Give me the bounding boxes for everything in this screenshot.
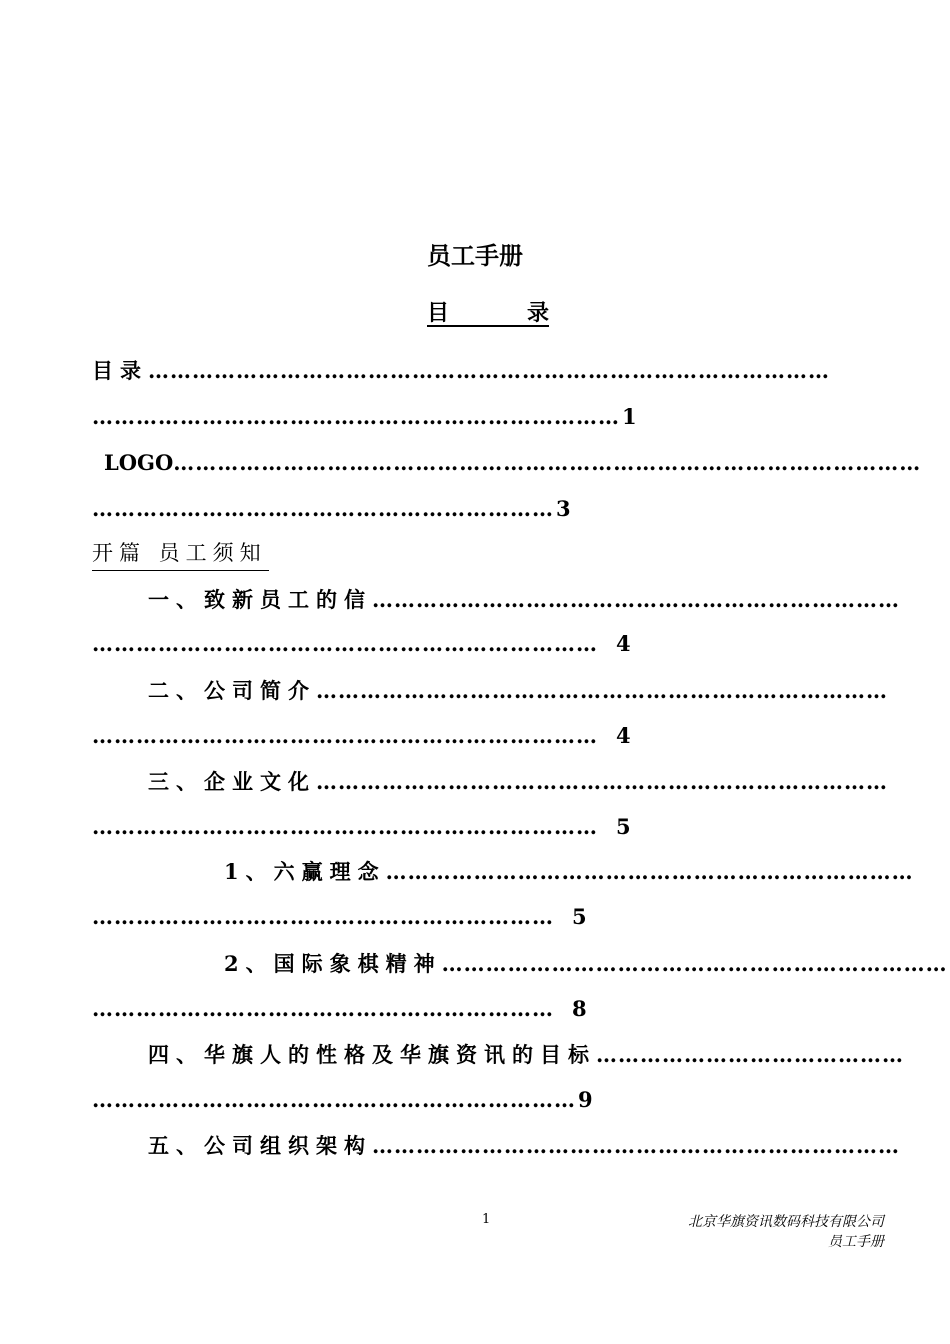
- toc-page-number: 4: [616, 723, 631, 748]
- toc-entry-label: 目录: [92, 358, 148, 383]
- toc-leader: ………………………………………………………………: [372, 1133, 900, 1158]
- toc-leader: ……………………………………………………………: [441, 951, 948, 976]
- document-title: 员工手册: [427, 242, 523, 270]
- footer-page-number: 1: [482, 1212, 491, 1227]
- toc-page-number: 3: [556, 496, 571, 521]
- toc-leader: ………………………………………………………………: [92, 404, 620, 429]
- toc-leader: ……………………………………………………………: [92, 814, 598, 839]
- toc-entry-label: LOGO: [104, 450, 174, 475]
- toc-entry-continuation: [92, 494, 877, 524]
- toc-entry[interactable]: [148, 1131, 900, 1161]
- toc-leader: ………………………………………………………………: [385, 859, 914, 884]
- toc-entry-label: 2、国际象棋精神: [224, 951, 442, 976]
- footer-document-name: 员工手册: [828, 1234, 884, 1250]
- toc-leader: …………………………………………………………………………………………: [173, 450, 922, 475]
- toc-leader: ……………………………………………………………: [92, 723, 598, 748]
- section-heading[interactable]: 开篇 员工须知: [92, 538, 269, 571]
- toc-entry-label: 1、六赢理念: [224, 859, 386, 884]
- toc-leader: …………………………………………………………………………………: [148, 358, 830, 383]
- toc-page-number: 5: [572, 904, 587, 929]
- toc-entry[interactable]: [148, 585, 900, 615]
- toc-leader: ………………………………………………………: [92, 496, 554, 521]
- toc-leader: ………………………………………………………………: [372, 587, 900, 612]
- toc-heading-right: 录: [526, 301, 549, 326]
- toc-entry-continuation: [92, 994, 877, 1024]
- toc-page-number: 4: [616, 631, 631, 656]
- toc-entry-label: 四、华旗人的性格及华旗资讯的目标: [148, 1042, 596, 1067]
- toc-entry-continuation: [92, 629, 877, 659]
- toc-entry[interactable]: [224, 857, 914, 887]
- toc-page-number: 9: [578, 1087, 593, 1112]
- toc-entry[interactable]: [148, 767, 888, 797]
- toc-entry-continuation: [92, 721, 877, 751]
- toc-leader: ……………………………………: [596, 1042, 904, 1067]
- toc-entry[interactable]: [224, 949, 948, 979]
- toc-page-number: 8: [572, 996, 587, 1021]
- toc-entry[interactable]: [92, 356, 877, 386]
- toc-entry-continuation: [92, 812, 877, 842]
- toc-entry-continuation: [92, 902, 877, 932]
- toc-entry-label: 三、企业文化: [148, 769, 316, 794]
- toc-entry-label: 二、公司简介: [148, 678, 316, 703]
- toc-entry-label: 一、致新员工的信: [148, 587, 372, 612]
- toc-heading: [427, 296, 549, 327]
- toc-entry-continuation: [92, 1085, 877, 1115]
- toc-leader: ……………………………………………………………: [92, 631, 598, 656]
- toc-page-number: 1: [622, 404, 637, 429]
- toc-leader: ………………………………………………………: [92, 996, 554, 1021]
- toc-leader: ……………………………………………………………………: [316, 769, 888, 794]
- footer-company-name: 北京华旗资讯数码科技有限公司: [688, 1214, 884, 1230]
- toc-leader: ……………………………………………………………………: [316, 678, 888, 703]
- footer-company: [688, 1212, 884, 1252]
- toc-entry-label: 五、公司组织架构: [148, 1133, 372, 1158]
- toc-entry[interactable]: [148, 676, 888, 706]
- toc-leader: ………………………………………………………: [92, 904, 554, 929]
- toc-entry-continuation: [92, 402, 877, 432]
- toc-heading-left: 目: [427, 301, 450, 326]
- toc-page-number: 5: [616, 814, 631, 839]
- toc-leader: …………………………………………………………: [92, 1087, 576, 1112]
- toc-entry[interactable]: [104, 448, 922, 478]
- toc-entry[interactable]: [148, 1040, 904, 1070]
